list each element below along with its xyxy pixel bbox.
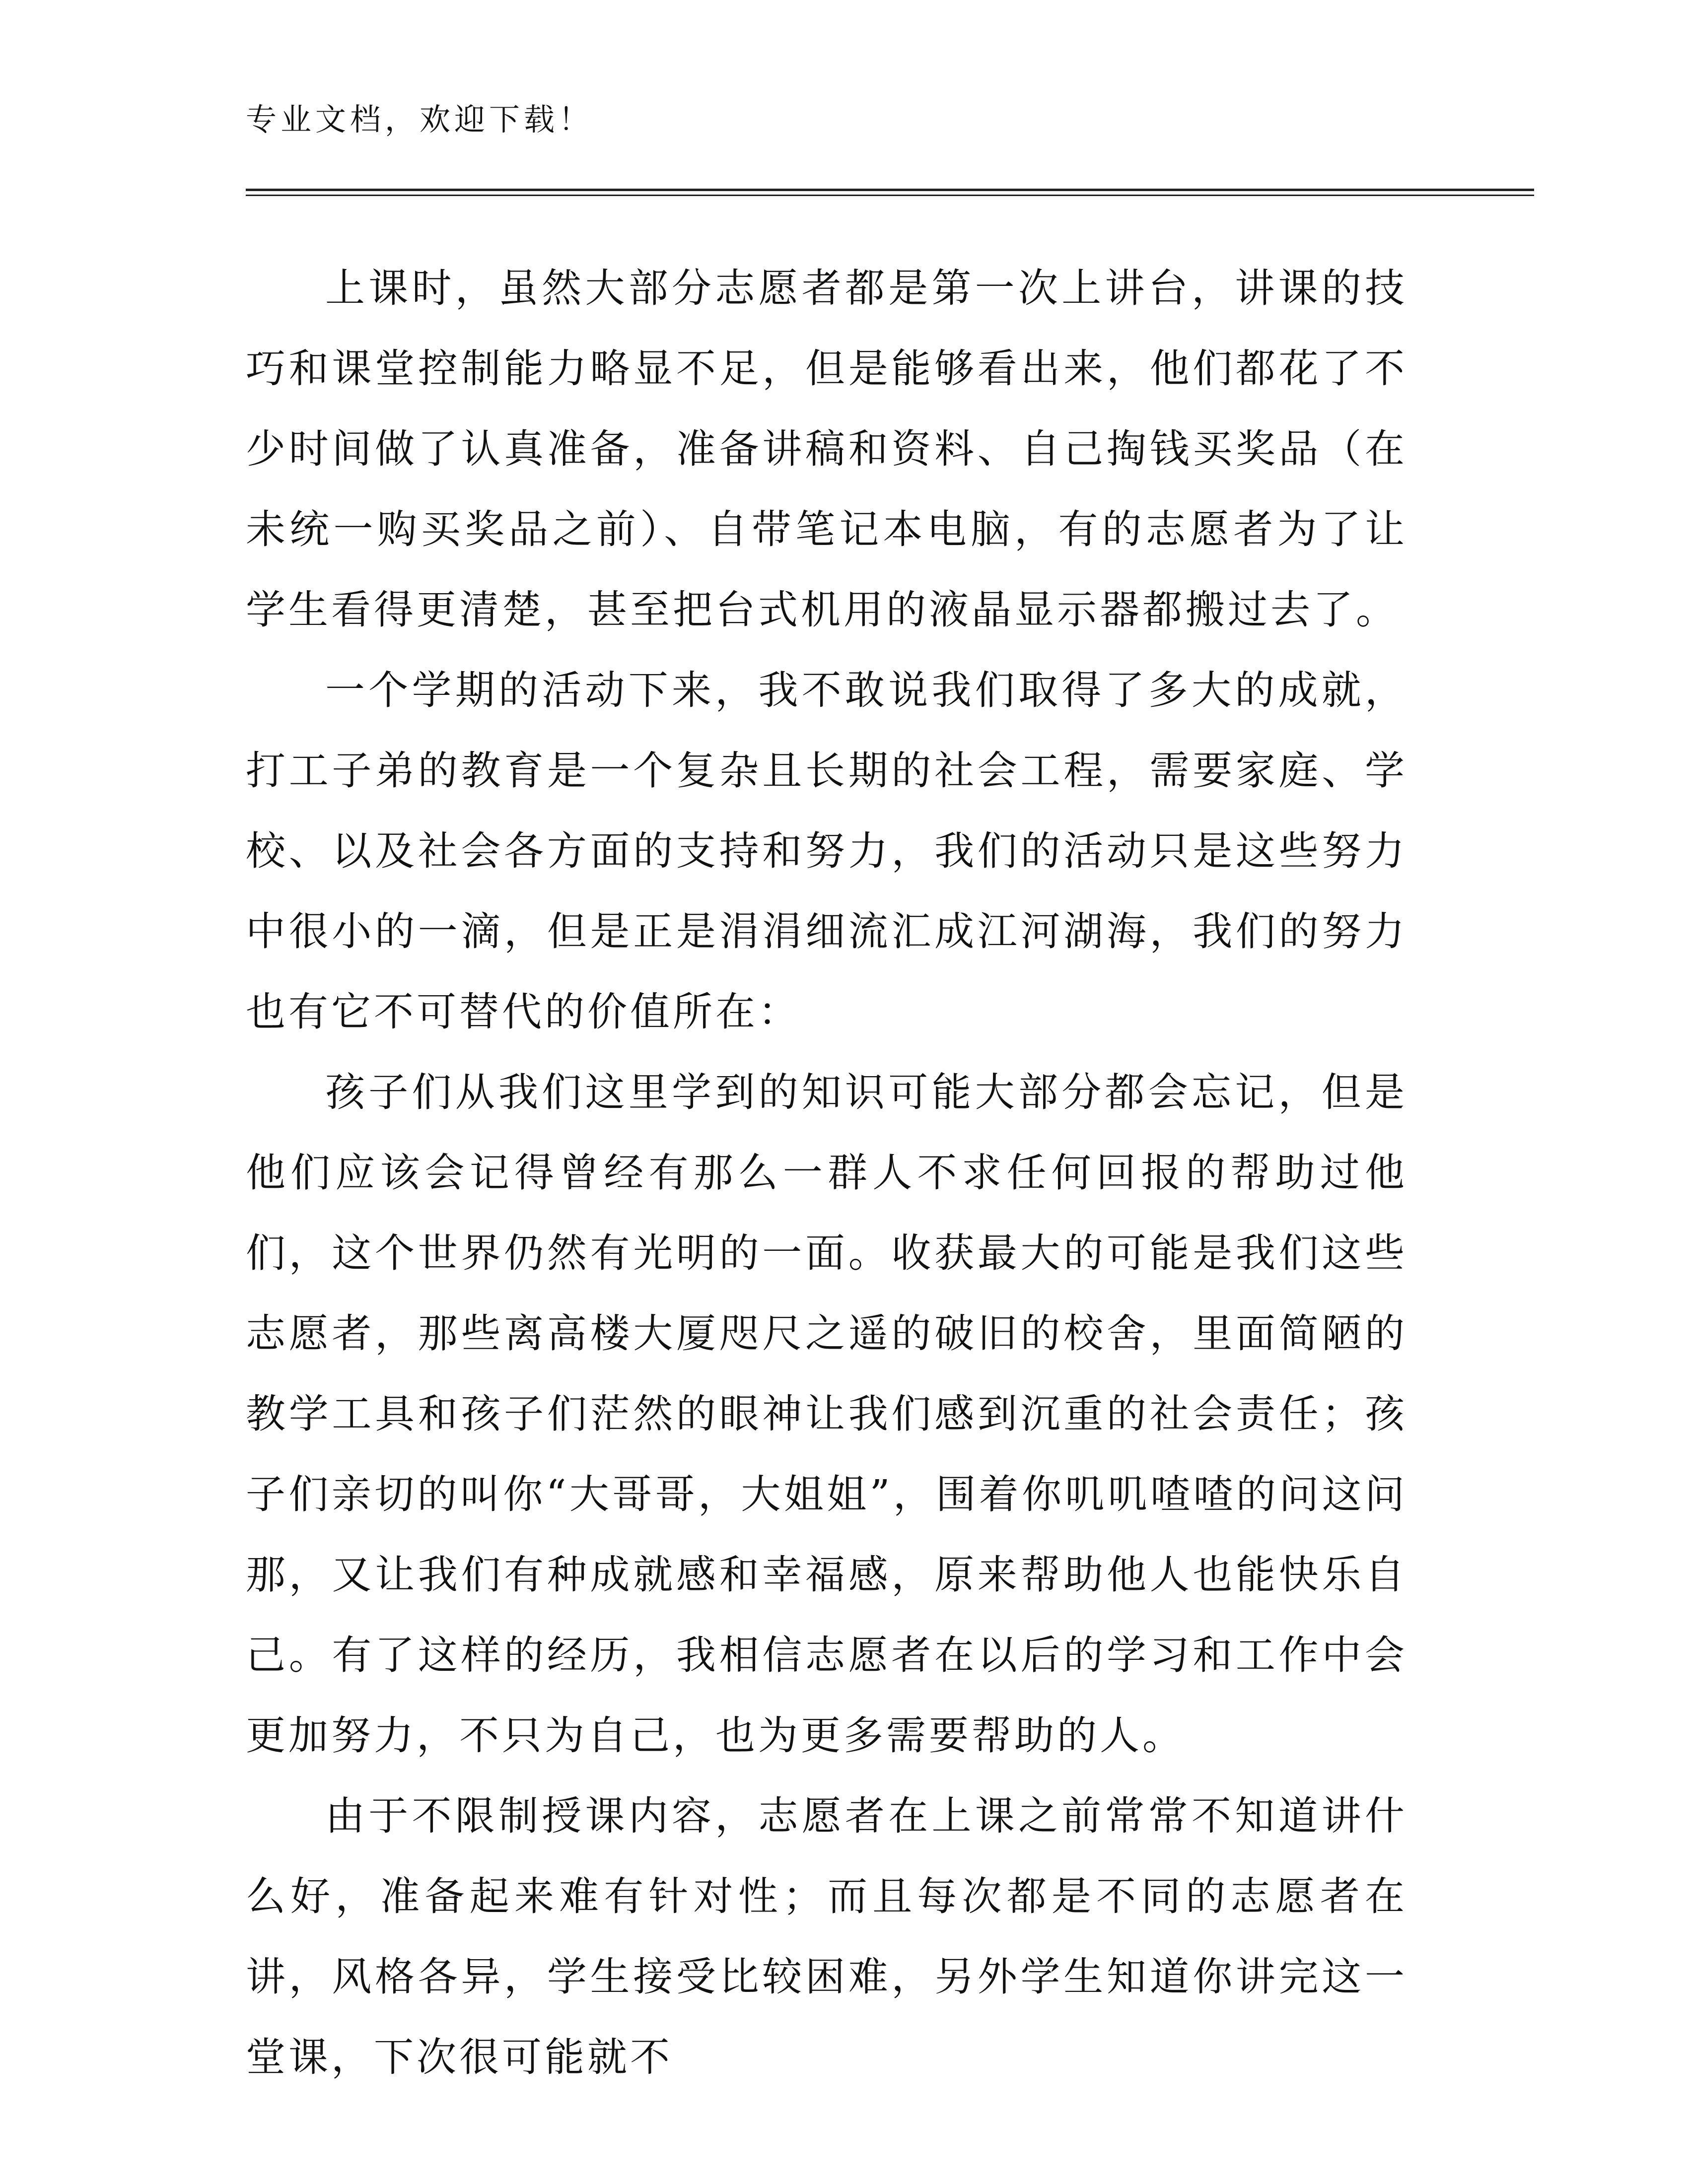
paragraph: 上课时，虽然大部分志愿者都是第一次上讲台，讲课的技巧和课堂控制能力略显不足，但是能够看出来，他们都花了不少时间做了认真准备，准备讲稿和资料、自己掏钱买奖品（在未统一购买奖品之前）、自带笔记本电脑，有的志愿者为了让学生看得更清楚，甚至把台式机用的液晶显示器都搬过去了。: [246, 265, 1407, 633]
paragraph: 一个学期的活动下来，我不敢说我们取得了多大的成就，打工子弟的教育是一个复杂且长期的社会工程，需要家庭、学校、以及社会各方面的支持和努力，我们的活动只是这些努力中很小的一滴，但是正是涓涓细流汇成江河湖海，我们的努力也有它不可替代的价值所在：: [246, 667, 1407, 1035]
document-body: [246, 248, 1407, 2098]
header-divider-thick: [246, 189, 1534, 191]
page-header: 专业文档，欢迎下载！: [246, 101, 594, 137]
header-divider-thin: [246, 195, 1534, 196]
paragraph: 孩子们从我们这里学到的知识可能大部分都会忘记，但是他们应该会记得曾经有那么一群人不求任何回报的帮助过他们，这个世界仍然有光明的一面。收获最大的可能是我们这些志愿者，那些离高楼大厦咫尺之遥的破旧的校舍，里面简陋的教学工具和孩子们茫然的眼神让我们感到沉重的社会责任；孩子们亲切的叫你“大哥哥，大姐姐”，围着你叽叽喳喳的问这问那，又让我们有种成就感和幸福感，原来帮助他人也能快乐自己。有了这样的经历，我相信志愿者在以后的学习和工作中会更加努力，不只为自己，也为更多需要帮助的人。: [246, 1069, 1407, 1759]
paragraph: 由于不限制授课内容，志愿者在上课之前常常不知道讲什么好，准备起来难有针对性；而且每次都是不同的志愿者在讲，风格各异，学生接受比较困难，另外学生知道你讲完这一堂课，下次很可能就不: [246, 1793, 1407, 2080]
